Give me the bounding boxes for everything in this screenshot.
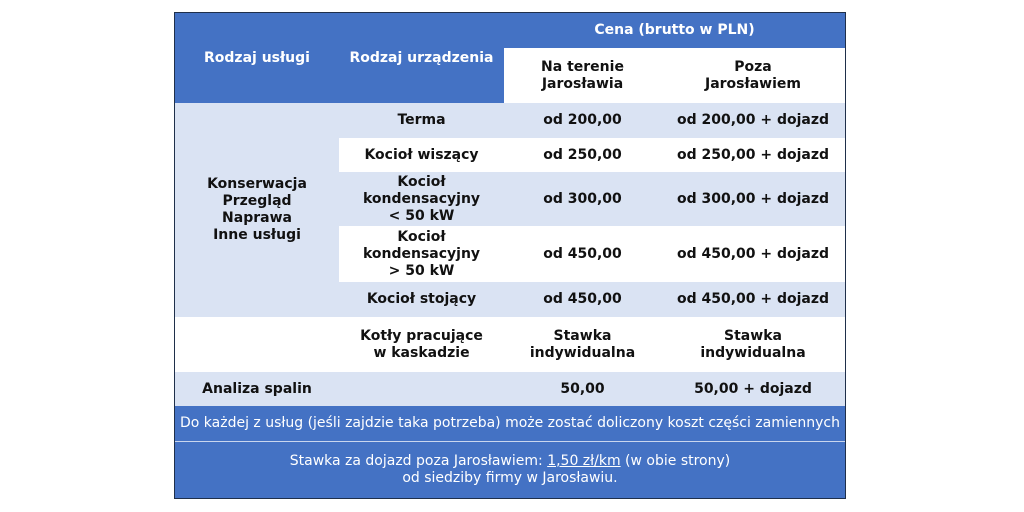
- price-in-value: od 450,00: [543, 291, 622, 307]
- header-service-type: [175, 13, 339, 103]
- table-row-price-in: [504, 282, 661, 317]
- travel-note: [175, 442, 845, 498]
- table-row-device: [339, 172, 504, 226]
- cascade-price-out-line1: Stawka: [724, 327, 782, 344]
- price-out-value: od 300,00 + dojazd: [676, 190, 830, 207]
- service-group-line2: Przegląd: [222, 193, 292, 209]
- travel-prefix: Stawka za dojazd poza Jarosławiem:: [289, 453, 548, 469]
- table-row-price-out: [661, 138, 845, 172]
- price-out-value: od 450,00 + dojazd: [676, 291, 830, 307]
- price-in-value: od 250,00: [543, 146, 622, 163]
- exhaust-price-in: [504, 372, 661, 406]
- header-device-type: [339, 13, 504, 103]
- device-label: Kocioł stojący: [366, 291, 477, 307]
- table-row-device: [339, 103, 504, 138]
- exhaust-price-out-value: 50,00 + dojazd: [694, 380, 812, 397]
- table-row-device: [339, 282, 504, 317]
- header-device-type-label: Rodzaj urządzenia: [349, 49, 494, 66]
- price-in-value: od 300,00: [543, 190, 622, 207]
- price-in-value: od 450,00: [543, 245, 622, 262]
- header-in-jaroslaw: [504, 48, 661, 103]
- table-row-price-in: [504, 103, 661, 138]
- device-label-line1: Kocioł: [397, 228, 446, 245]
- exhaust-service: [175, 372, 339, 406]
- table-row-price-in: [504, 226, 661, 282]
- cascade-price-in: [504, 317, 661, 372]
- device-label-line3: < 50 kW: [388, 207, 455, 224]
- cascade-device-line2: w kaskadzie: [373, 344, 470, 361]
- cascade-device-line1: Kotły pracujące: [360, 327, 483, 344]
- device-label-line2: kondensacyjny: [362, 190, 481, 207]
- device-label-line3: > 50 kW: [388, 262, 455, 279]
- table-row-price-in: [504, 138, 661, 172]
- cascade-device: [339, 317, 504, 372]
- exhaust-service-label: Analiza spalin: [202, 380, 312, 397]
- table-row-price-out: [661, 226, 845, 282]
- header-service-type-label: Rodzaj usługi: [204, 49, 310, 66]
- service-group-line1: Konserwacja: [207, 176, 307, 192]
- table-row-device: [339, 138, 504, 172]
- travel-suffix: (w obie strony): [620, 453, 731, 469]
- travel-rate: 1,50 zł/km: [547, 453, 621, 469]
- table-row-price-in: [504, 172, 661, 226]
- device-label-line2: kondensacyjny: [362, 245, 481, 262]
- table-row-price-out: [661, 282, 845, 317]
- price-table: [174, 12, 846, 499]
- service-group-cell: [175, 103, 339, 317]
- cascade-price-out-line2: indywidualna: [700, 344, 806, 361]
- cascade-service-cell: [175, 317, 339, 372]
- header-price-group: [504, 13, 845, 48]
- cascade-price-in-line1: Stawka: [553, 327, 612, 344]
- price-out-value: od 200,00 + dojazd: [676, 112, 830, 128]
- exhaust-device: [339, 372, 504, 406]
- travel-note-line2: od siedziby firmy w Jarosławiu.: [402, 470, 618, 486]
- header-price-group-label: Cena (brutto w PLN): [594, 22, 755, 38]
- header-outside-jaroslaw: [661, 48, 845, 103]
- price-out-value: od 450,00 + dojazd: [676, 245, 830, 262]
- service-group-line4: Inne usługi: [213, 227, 301, 243]
- cascade-price-in-line2: indywidualna: [529, 344, 636, 361]
- device-label: Kocioł wiszący: [364, 146, 479, 163]
- table-row-device: [339, 226, 504, 282]
- table-row-price-out: [661, 172, 845, 226]
- parts-note: [175, 406, 845, 442]
- table-row-price-out: [661, 103, 845, 138]
- device-label-line1: Kocioł: [397, 173, 446, 190]
- cascade-price-out: [661, 317, 845, 372]
- exhaust-price-in-value: 50,00: [560, 380, 605, 397]
- price-in-value: od 200,00: [543, 112, 622, 128]
- header-in-jaroslaw-label: Na terenie Jarosławia: [541, 58, 624, 92]
- service-group-line3: Naprawa: [222, 210, 292, 226]
- price-out-value: od 250,00 + dojazd: [676, 146, 830, 163]
- exhaust-price-out: [661, 372, 845, 406]
- parts-note-text: Do każdej z usług (jeśli zajdzie taka potrzeba) może zostać doliczony koszt części zamiennych: [180, 415, 840, 431]
- travel-note-line1: [290, 453, 731, 470]
- header-outside-jaroslaw-label: Poza Jarosławiem: [705, 58, 801, 92]
- device-label: Terma: [397, 112, 446, 128]
